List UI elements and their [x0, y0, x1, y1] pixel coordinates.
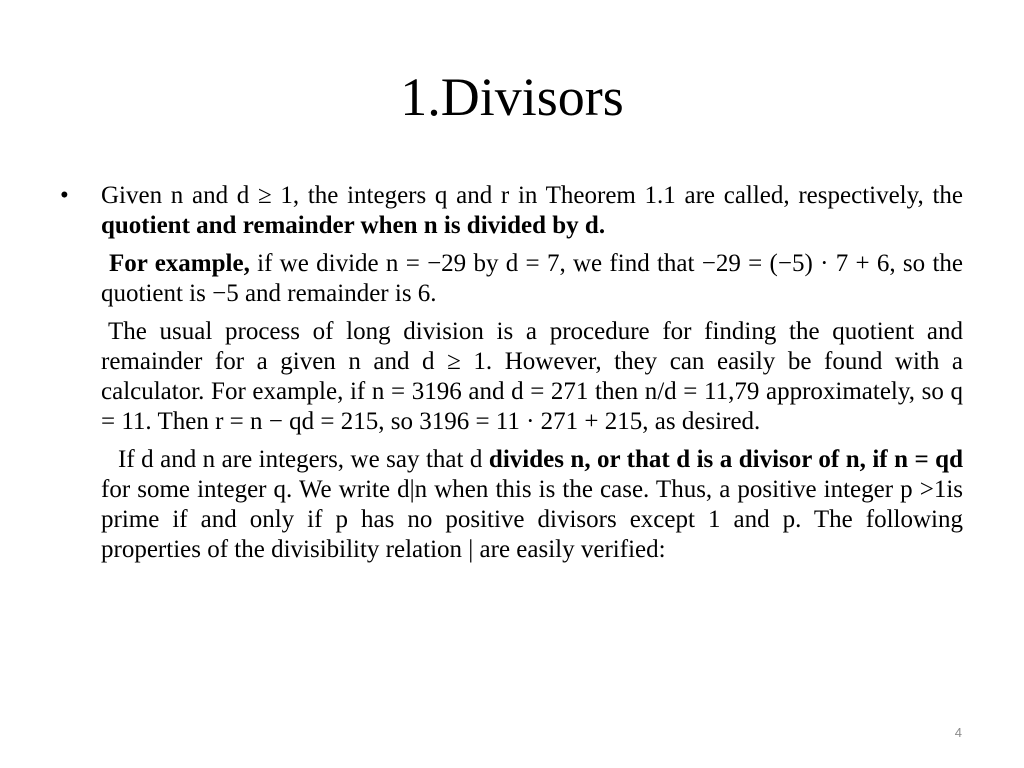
paragraph-example	[101, 249, 963, 309]
paragraph-long-division	[101, 317, 963, 437]
paragraph-long-division-text: The usual process of long division is a procedure for finding the quotient and remainder for a given n and d ≥ 1. However, they can easily be found with a calculator. For example, if n = 3196 and d = 271 then n/d = 11,79 approximately, so q = 11. Then r = n − qd = 215, so 3196 = 11 · 271 + 215, as desired.	[101, 318, 963, 435]
page-number: 4	[954, 725, 962, 740]
paragraph-example-text: if we divide n = −29 by d = 7, we find that −29 = (−5) · 7 + 6, so the quotient is −5 and remainder is 6.	[101, 250, 963, 307]
paragraph-divisibility-text-start: If d and n are integers, we say that d	[118, 446, 489, 473]
slide-content	[60, 181, 963, 573]
paragraph-definition-bold: quotient and remainder when n is divided by d.	[101, 212, 606, 239]
paragraph-divisibility-bold: divides n, or that d is a divisor of n, if n = qd	[488, 446, 963, 473]
paragraph-divisibility-text-end: for some integer q. We write d|n when this is the case. Thus, a positive integer p >1is prime if and only if p has no positive divisors except 1 and p. The following properties of the divisibility relation | are easily verified:	[101, 476, 963, 563]
paragraph-divisibility	[101, 445, 963, 565]
paragraph-definition	[101, 181, 963, 241]
slide-title: 1.Divisors	[400, 67, 624, 127]
paragraph-example-bold: For example,	[109, 250, 250, 277]
paragraph-definition-text: Given n and d ≥ 1, the integers q and r in Theorem 1.1 are called, respectively, the	[101, 182, 963, 209]
bullet-marker: •	[60, 182, 69, 209]
